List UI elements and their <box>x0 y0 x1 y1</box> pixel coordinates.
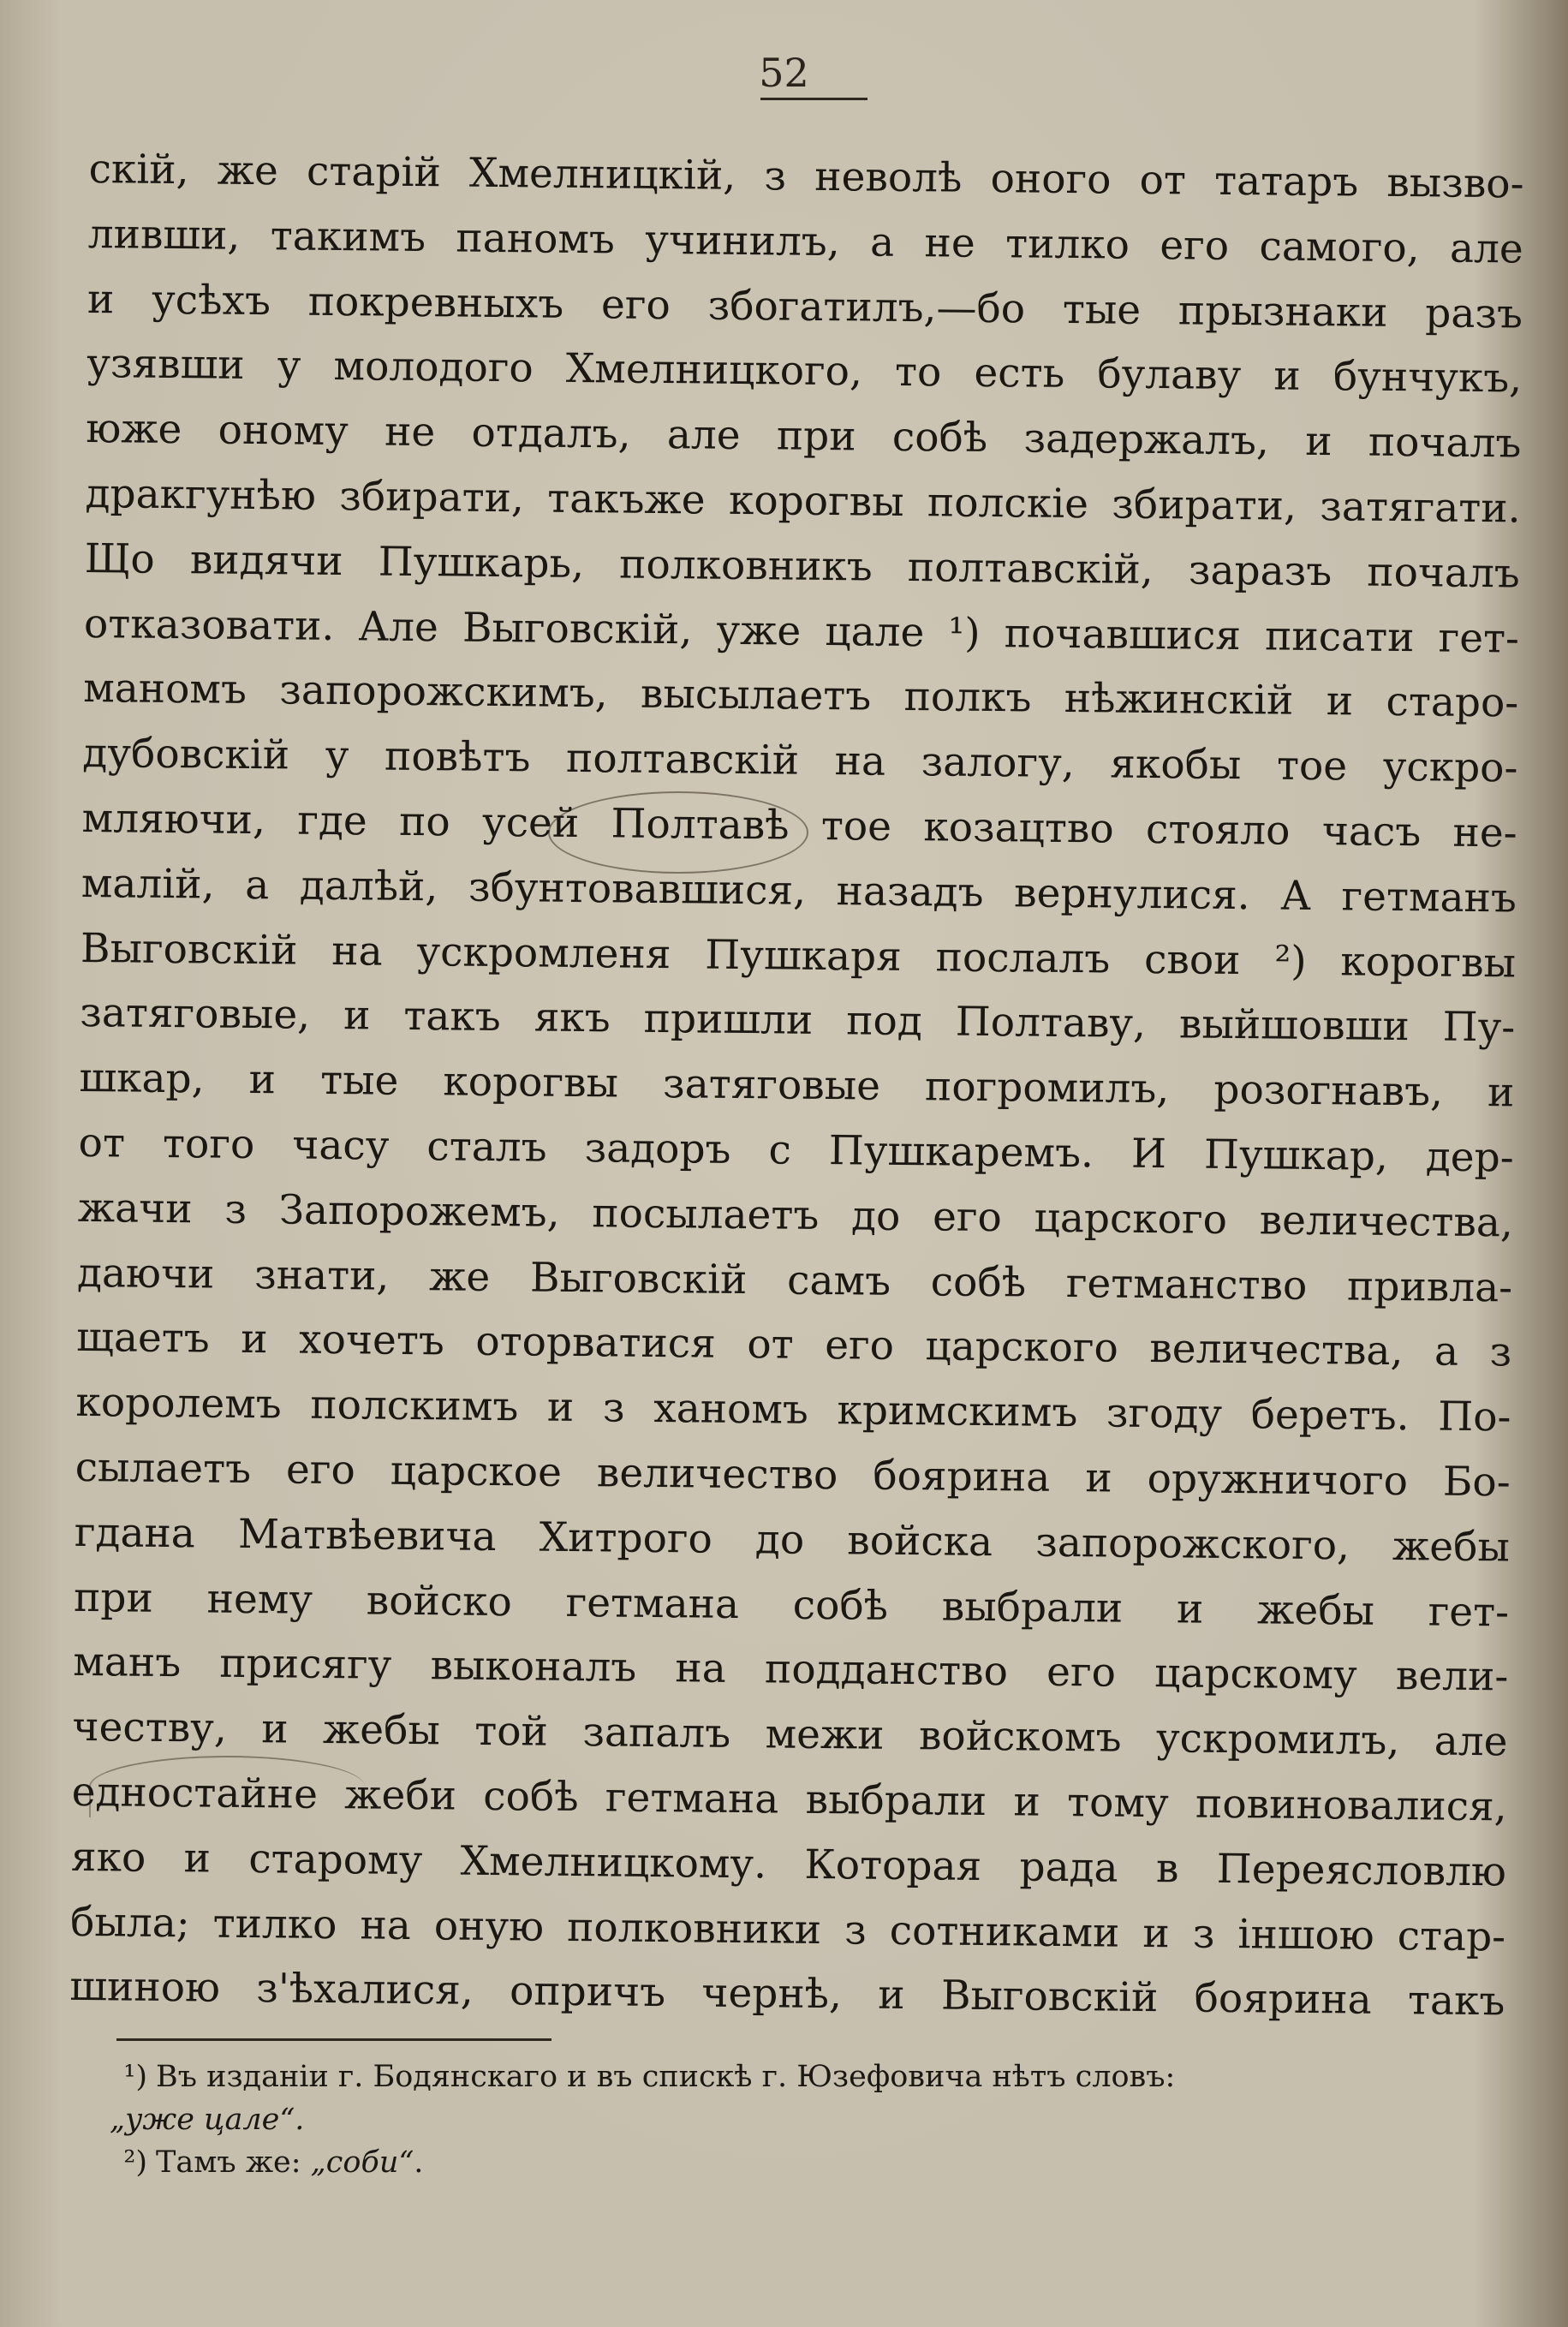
footnote-text: Въ изданіи г. Бодянскаго и въ спискѣ г. Юзефовича нѣтъ словъ: <box>156 2060 1176 2094</box>
body-line: при нему войско гетмана собѣ выбрали и жебы гет- <box>73 1573 1510 1636</box>
body-line: скій, же старій Хмелницкій, з неволѣ оного от татаръ вызво- <box>88 145 1524 208</box>
body-line: затяговые, и такъ якъ пришли под Полтаву, выйшовши Пу- <box>80 989 1516 1052</box>
footnote-tail: . <box>414 2145 424 2180</box>
body-line: едностайне жеби собѣ гетмана выбрали и тому повиновалися, <box>71 1768 1507 1831</box>
body-line: отказовати. Але Выговскій, уже цале ¹) почавшися писати гет- <box>83 600 1520 663</box>
footnote-1-continuation <box>103 2098 1524 2141</box>
body-line: Що видячи Пушкарь, полковникъ полтавскій, заразъ почалъ <box>84 534 1521 598</box>
footnotes <box>103 2056 1524 2184</box>
body-line: от того часу сталъ задоръ с Пушкаремъ. И Пушкар, дер- <box>78 1119 1514 1182</box>
body-line: и усѣхъ покревныхъ его збогатилъ,—бо тые прызнаки разъ <box>86 275 1523 338</box>
body-line: королемъ полскимъ и з ханомъ кримскимъ згоду беретъ. По- <box>75 1379 1511 1441</box>
footnote-text: Тамъ же: <box>156 2145 311 2180</box>
page-number-underline <box>760 98 867 100</box>
body-line: юже оному не отдалъ, але при собѣ задержалъ, и почалъ <box>86 405 1522 468</box>
body-line: шиною з'ѣхалися, опричъ чернѣ, и Выговскій боярина такъ <box>69 1963 1505 2026</box>
page-number: 52 <box>759 50 809 96</box>
body-line: шкар, и тые корогвы затяговые погромилъ, розогнавъ, и <box>79 1054 1515 1117</box>
body-line: щаетъ и хочетъ оторватися от его царского величества, а з <box>76 1314 1512 1376</box>
footnote-separator <box>116 2038 551 2041</box>
body-line: честву, и жебы той запалъ межи войскомъ ускромилъ, але <box>72 1703 1508 1766</box>
body-line: манъ присягу выконалъ на подданство его царскому вели- <box>73 1638 1509 1701</box>
footnote-2 <box>103 2141 1524 2184</box>
body-line: дубовскій у повѣтъ полтавскій на залогу, якобы тое ускро- <box>82 730 1518 792</box>
footnote-1 <box>103 2056 1524 2098</box>
body-line: ливши, такимъ паномъ учинилъ, а не тилко его самого, але <box>87 210 1524 273</box>
footnote-quote: „соби“ <box>310 2145 414 2180</box>
footnote-marker: ²) <box>123 2145 147 2180</box>
body-line: гдана Матвѣевича Хитрого до войска запорожского, жебы <box>74 1508 1511 1572</box>
body-line: мляючи, где по усей Полтавѣ тое козацтво стояло часъ не- <box>81 794 1517 857</box>
body-line: была; тилко на оную полковники з сотниками и з іншою стар- <box>69 1898 1506 1960</box>
body-line: сылаетъ его царское величество боярина и оружничого Бо- <box>75 1443 1511 1507</box>
body-line: дракгунѣю збирати, такъже корогвы полскіе збирати, затягати. <box>85 469 1521 533</box>
footnote-marker: ¹) <box>123 2060 147 2094</box>
body-line: яко и старому Хмелницкому. Которая рада в Переясловлю <box>70 1833 1507 1896</box>
body-text <box>69 137 1524 2035</box>
body-line: жачи з Запорожемъ, посылаетъ до его царского величества, <box>77 1184 1514 1247</box>
body-line: даючи знати, же Выговскій самъ собѣ гетманство привла- <box>76 1249 1513 1312</box>
body-line: узявши у молодого Хмелницкого, то есть булаву и бунчукъ, <box>86 340 1523 403</box>
body-line: маномъ запорожскимъ, высылаетъ полкъ нѣжинскій и старо- <box>82 665 1519 727</box>
body-line: малій, а далѣй, збунтовавшися, назадъ вернулися. А гетманъ <box>80 859 1517 922</box>
footnote-quote: „уже цале“. <box>110 2103 305 2137</box>
body-line: Выговскій на ускромленя Пушкаря послалъ свои ²) корогвы <box>80 924 1517 987</box>
